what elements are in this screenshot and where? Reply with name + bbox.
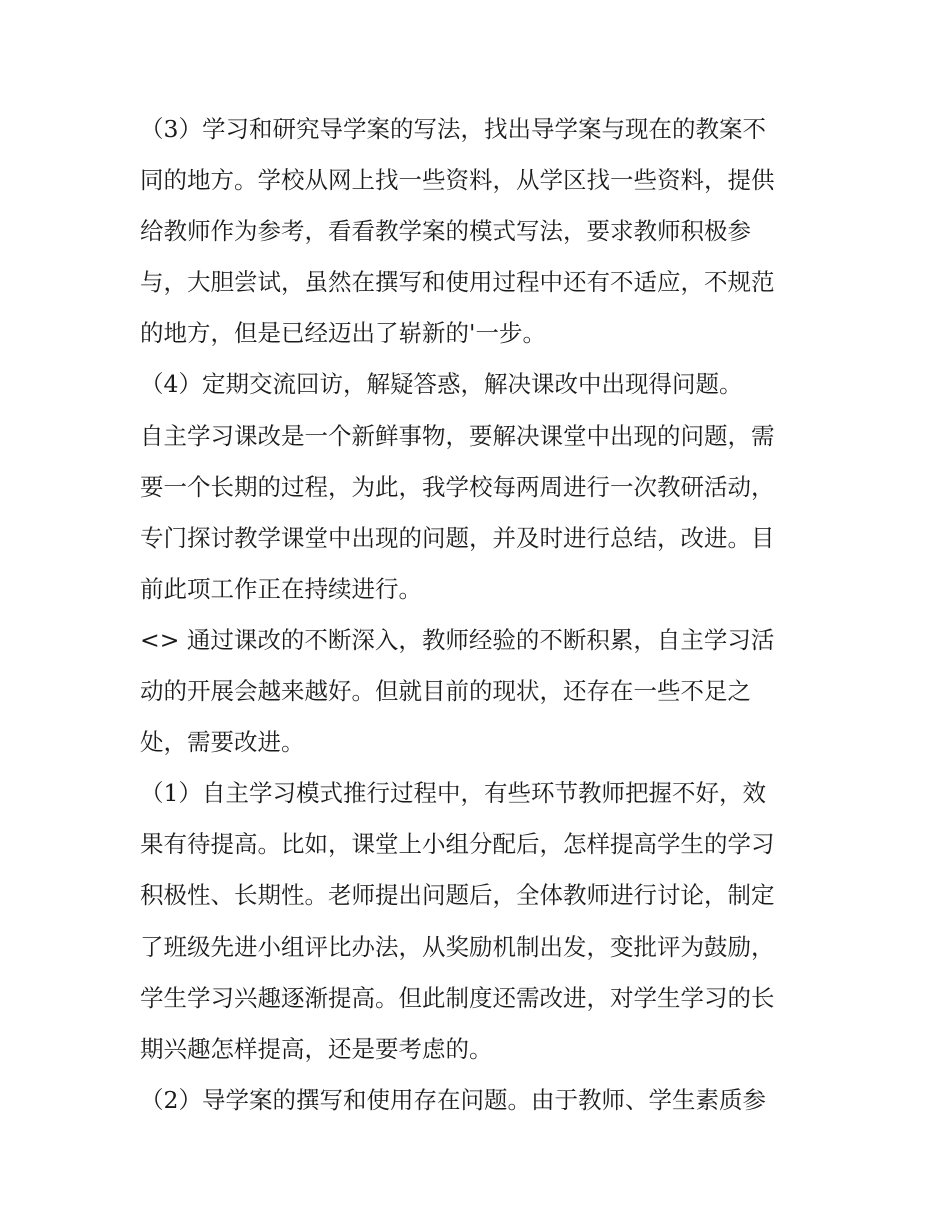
text-line: 的地方，但是已经迈出了崭新的'一步。 <box>140 319 546 348</box>
text-line: （3）学习和研究导学案的写法，找出导学案与现在的教案不 <box>140 115 766 143</box>
text-line: 期兴趣怎样提高，还是要考虑的。 <box>140 1034 493 1063</box>
text-line: （1）自主学习模式推行过程中，有些环节教师把握不好，效 <box>140 779 766 808</box>
text-line: 处，需要改进。 <box>140 728 305 757</box>
text-line: 与，大胆尝试，虽然在撰写和使用过程中还有不适应，不规范 <box>140 268 775 297</box>
text-line: （4）定期交流回访，解疑答惑，解决课改中出现得问题。 <box>140 370 743 399</box>
text-line: 果有待提高。比如，课堂上小组分配后，怎样提高学生的学习 <box>140 830 775 859</box>
text-line: 前此项工作正在持续进行。 <box>140 574 422 603</box>
text-line: 学生学习兴趣逐渐提高。但此制度还需改进，对学生学习的长 <box>140 983 775 1012</box>
text-line: <> 通过课改的不断深入，教师经验的不断积累，自主学习活 <box>140 625 775 654</box>
text-line: 专门探讨教学课堂中出现的问题，并及时进行总结，改进。目 <box>140 523 775 552</box>
document-body <box>140 104 820 1126</box>
text-line: 同的地方。学校从网上找一些资料，从学区找一些资料，提供 <box>140 166 775 195</box>
text-line: 给教师作为参考，看看教学案的模式写法，要求教师积极参 <box>140 217 751 246</box>
text-line: 积极性、长期性。老师提出问题后，全体教师进行讨论，制定 <box>140 881 775 910</box>
text-line: 要一个长期的过程，为此，我学校每两周进行一次教研活动， <box>140 472 775 501</box>
text-line: 了班级先进小组评比办法，从奖励机制出发，变批评为鼓励， <box>140 932 775 961</box>
text-line: （2）导学案的撰写和使用存在问题。由于教师、学生素质参 <box>140 1085 766 1114</box>
text-line: 自主学习课改是一个新鲜事物，要解决课堂中出现的问题，需 <box>140 421 775 450</box>
text-line: 动的开展会越来越好。但就目前的现状，还存在一些不足之 <box>140 677 751 706</box>
